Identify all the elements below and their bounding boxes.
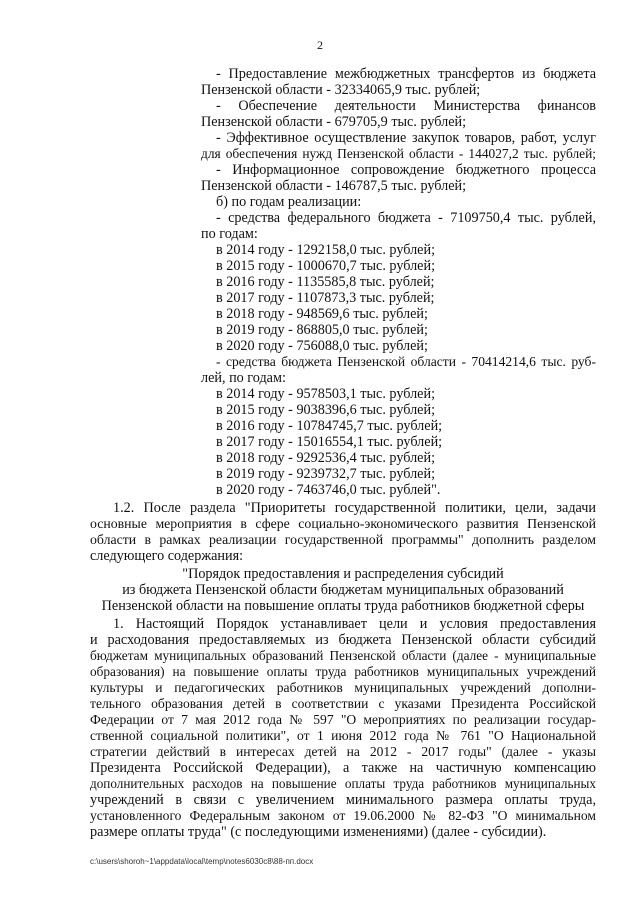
amendment-line: основные мероприятия в сфере социально-экономического развития Пензенской: [90, 516, 596, 531]
funding-line: в 2016 году - 1135585,8 тыс. рублей;: [216, 274, 435, 290]
funding-line: в 2014 году - 1292158,0 тыс. рублей;: [216, 242, 436, 258]
funding-line: в 2019 году - 868805,0 тыс. рублей;: [216, 322, 428, 338]
paragraph-line: дополнительных расходов на повышение оплаты труда работников муниципальных: [90, 776, 596, 791]
funding-line: - средства бюджета Пензенской области - 70414214,6 тыс. руб-: [216, 354, 596, 369]
funding-line: - Обеспечение деятельности Министерства финансов: [216, 98, 596, 114]
funding-line: б) по годам реализации:: [216, 194, 362, 210]
funding-line: - Информационное сопровождение бюджетного процесса: [216, 162, 596, 178]
funding-line: Пензенской области - 679705,9 тыс. рублей;: [201, 114, 467, 130]
funding-line: в 2015 году - 9038396,6 тыс. рублей;: [216, 402, 436, 418]
paragraph-line: размере оплаты труда" (с последующими изменениями) (далее - субсидии).: [90, 824, 547, 840]
funding-line: в 2020 году - 7463746,0 тыс. рублей".: [216, 482, 441, 498]
paragraph-line: Федерации от 7 мая 2012 года № 597 "О мероприятиях по реализации государ-: [90, 712, 596, 727]
file-path-footer: c:\users\shoroh~1\appdata\local\temp\notes6030c8\88-пп.docx: [90, 857, 314, 866]
funding-line: в 2015 году - 1000670,7 тыс. рублей;: [216, 258, 436, 274]
funding-line: в 2017 году - 1107873,3 тыс. рублей;: [216, 290, 435, 306]
funding-line: для обеспечения нужд Пензенской области - 144027,2 тыс. рублей;: [201, 146, 596, 161]
paragraph-line: и расходования предоставляемых из бюджета Пензенской области субсидий: [90, 632, 596, 648]
paragraph-line: 1. Настоящий Порядок устанавливает цели и условия предоставления: [113, 616, 596, 632]
funding-line: в 2017 году - 15016554,1 тыс. рублей;: [216, 434, 443, 450]
heading-line: "Порядок предоставления и распределения субсидий: [182, 566, 504, 582]
paragraph-line: стратегии действий в интересах детей на 2012 - 2017 годы" (далее - указы: [90, 744, 596, 759]
funding-line: - средства федерального бюджета - 7109750,4 тыс. рублей,: [216, 210, 596, 226]
funding-line: по годам:: [201, 226, 258, 242]
funding-line: в 2016 году - 10784745,7 тыс. рублей;: [216, 418, 443, 434]
funding-line: - Эффективное осуществление закупок товаров, работ, услуг: [216, 130, 596, 146]
amendment-line: 1.2. После раздела "Приоритеты государственной политики, цели, задачи: [113, 500, 596, 516]
paragraph-line: образования) на повышение оплаты труда работников муниципальных учреждений: [90, 664, 596, 679]
funding-line: - Предоставление межбюджетных трансфертов из бюджета: [216, 66, 596, 82]
funding-line: лей, по годам:: [201, 370, 286, 386]
funding-line: в 2019 году - 9239732,7 тыс. рублей;: [216, 466, 436, 482]
heading-line: Пензенской области на повышение оплаты труда работников бюджетной сферы: [101, 598, 585, 614]
paragraph-line: бюджетам муниципальных образований Пензенской области (далее - муниципальные: [90, 648, 596, 663]
paragraph-line: ственной социальной политики", от 1 июня 2012 года № 761 "О Национальной: [90, 728, 596, 743]
funding-line: в 2018 году - 9292536,4 тыс. рублей;: [216, 450, 436, 466]
amendment-line: области в рамках реализации государственной программы" дополнить разделом: [90, 532, 596, 547]
funding-line: в 2014 году - 9578503,1 тыс. рублей;: [216, 386, 436, 402]
funding-line: в 2018 году - 948569,6 тыс. рублей;: [216, 306, 428, 322]
funding-line: Пензенской области - 32334065,9 тыс. рублей;: [201, 82, 481, 98]
amendment-line: следующего содержания:: [90, 548, 244, 564]
funding-line: Пензенской области - 146787,5 тыс. рублей;: [201, 178, 467, 194]
paragraph-line: учреждений в связи с увеличением минимального размера оплаты труда,: [90, 792, 596, 808]
paragraph-line: установленного Федеральным законом от 19.06.2000 № 82-ФЗ "О минимальном: [90, 808, 596, 823]
paragraph-line: Президента Российской Федерации), а также на частичную компенсацию: [90, 760, 596, 776]
paragraph-line: тельного образования детей в соответствии с указами Президента Российской: [90, 696, 596, 711]
heading-line: из бюджета Пензенской области бюджетам муниципальных образований: [122, 582, 564, 598]
funding-line: в 2020 году - 756088,0 тыс. рублей;: [216, 338, 428, 354]
page-number: 2: [317, 38, 323, 52]
paragraph-line: культуры и педагогических работников муниципальных учреждений дополни-: [90, 680, 596, 695]
